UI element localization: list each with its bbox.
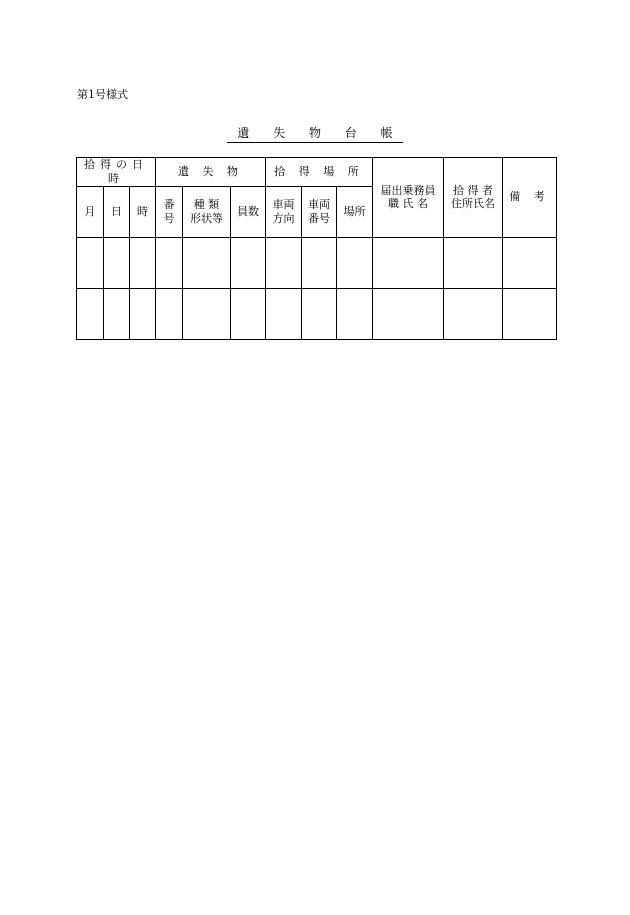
table-cell[interactable] xyxy=(77,288,104,339)
table-cell[interactable] xyxy=(183,237,231,288)
table-cell[interactable] xyxy=(266,288,302,339)
table-cell[interactable] xyxy=(373,237,444,288)
table-cell[interactable] xyxy=(231,288,266,339)
table-cell[interactable] xyxy=(104,237,130,288)
form-number-label: 第1号様式 xyxy=(77,88,128,101)
header-count: 員数 xyxy=(231,186,266,237)
table-cell[interactable] xyxy=(373,288,444,339)
header-pickup-place: 拾 得 場 所 xyxy=(266,158,373,187)
header-car-number: 車両 番号 xyxy=(302,186,337,237)
header-remarks: 備 考 xyxy=(503,158,557,238)
table-cell[interactable] xyxy=(77,237,104,288)
table-row xyxy=(77,288,557,339)
table-row xyxy=(77,237,557,288)
table-cell[interactable] xyxy=(183,288,231,339)
table-cell[interactable] xyxy=(337,288,373,339)
header-place: 場所 xyxy=(337,186,373,237)
table-cell[interactable] xyxy=(130,237,156,288)
page-title xyxy=(0,124,630,141)
table-cell[interactable] xyxy=(503,288,557,339)
header-day: 日 xyxy=(104,186,130,237)
header-month: 月 xyxy=(77,186,104,237)
table-cell[interactable] xyxy=(156,288,183,339)
title-text: 遺 失 物 台 帳 xyxy=(227,126,402,143)
header-lost-item: 遺 失 物 xyxy=(156,158,266,187)
table-cell[interactable] xyxy=(156,237,183,288)
header-kind-shape: 種 類 形状等 xyxy=(183,186,231,237)
header-reporting-crew: 届出乗務員 職 氏 名 xyxy=(373,158,444,238)
table-cell[interactable] xyxy=(503,237,557,288)
table-cell[interactable] xyxy=(302,288,337,339)
table-cell[interactable] xyxy=(266,237,302,288)
header-car-direction: 車両 方向 xyxy=(266,186,302,237)
table-cell[interactable] xyxy=(444,288,503,339)
table-cell[interactable] xyxy=(337,237,373,288)
header-hour: 時 xyxy=(130,186,156,237)
header-number: 番 号 xyxy=(156,186,183,237)
table-cell[interactable] xyxy=(302,237,337,288)
table-cell[interactable] xyxy=(231,237,266,288)
table-cell[interactable] xyxy=(444,237,503,288)
lost-item-ledger-table xyxy=(76,157,557,340)
table-cell[interactable] xyxy=(130,288,156,339)
header-finder: 拾 得 者 住所氏名 xyxy=(444,158,503,238)
table-cell[interactable] xyxy=(104,288,130,339)
header-pickup-datetime: 拾得の日時 xyxy=(77,158,156,187)
